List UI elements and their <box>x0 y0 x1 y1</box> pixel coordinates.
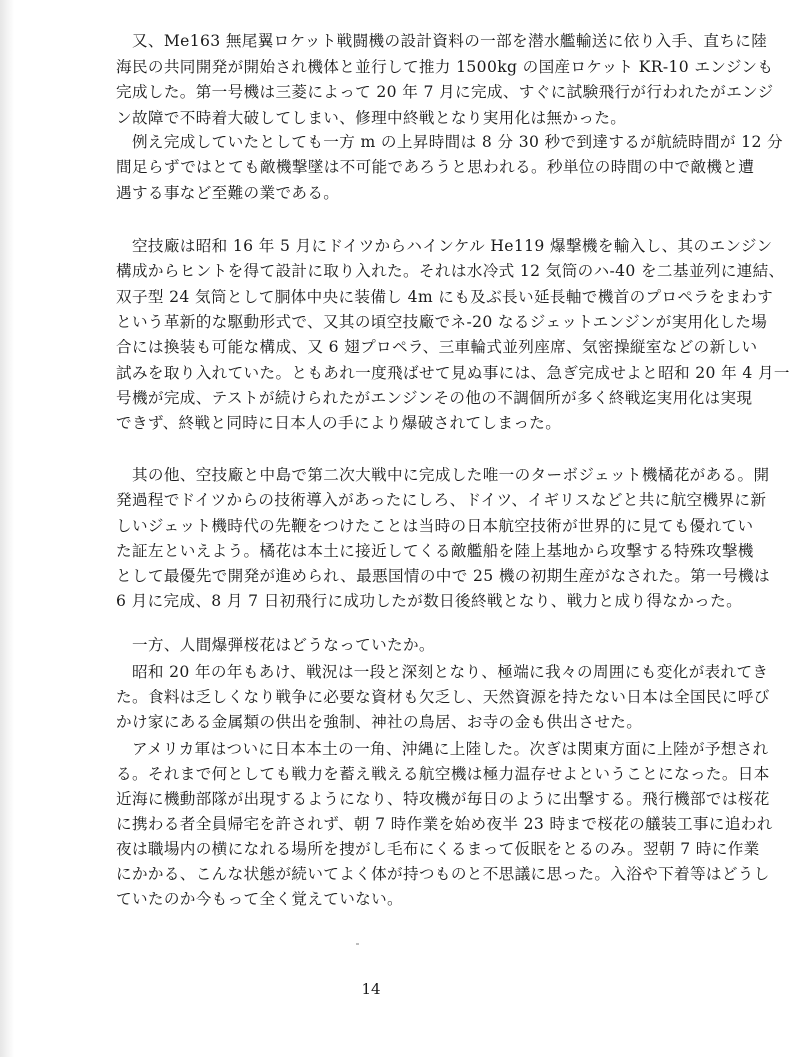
text-line: 空技廠は昭和 16 年 5 月にドイツからハインケル He119 爆撃機を輸入し、其のエンジン <box>116 237 773 255</box>
text-line: た証左といえよう。橘花は本土に接近してくる敵艦船を陸上基地から攻撃する特殊攻撃機 <box>116 542 754 560</box>
text-line: 構成からヒントを得て設計に取り入れた。それは水冷式 12 気筒のハ-40 を二基並列に連結、 <box>116 262 785 280</box>
text-line: できず、終戦と同時に日本人の手により爆破されてしまった。 <box>116 414 562 432</box>
text-line: 間足らずではとても敵機撃墜は不可能であろうと思われる。秒単位の時間の中で敵機と遭 <box>116 158 755 176</box>
text-line: た。食料は乏しくなり戦争に必要な資材も欠乏し、天然資源を持たない日本は全国民に呼び <box>116 688 770 706</box>
text-line: に携わる者全員帰宅を許されず、朝 7 時作業を始め夜半 23 時まで桜花の艤装工事に追われ <box>116 815 773 833</box>
text-line: 夜は職場内の横になれる場所を捜がし毛布にくるまって仮眠をとるのみ。翌朝 7 時に作業 <box>116 840 760 858</box>
text-line: 遇する事など至難の業である。 <box>116 184 340 202</box>
text-line: 6 月に完成、8 月 7 日初飛行に成功したが数日後終戦となり、戦力と成り得なかった。 <box>116 592 743 610</box>
text-line: という革新的な駆動形式で、又其の頃空技廠でネ-20 なるジェットエンジンが実用化した場 <box>116 313 768 331</box>
text-line: 完成した。第一号機は三菱によって 20 年 7 月に完成、すぐに試験飛行が行われたがエンジ <box>116 83 774 101</box>
text-line: 海民の共同開発が開始され機体と並行して推力 1500kg の国産ロケット KR-10 エンジンも <box>116 58 774 76</box>
text-line: 号機が完成、テストが続けられたがエンジンその他の不調個所が多く終戦迄実用化は実現 <box>116 389 753 407</box>
text-line: 例え完成していたとしても一方 m の上昇時間は 8 分 30 秒で到達するが航続時間が 12 分 <box>116 133 783 151</box>
page-number: 14 <box>361 980 381 998</box>
text-line: として最優先で開発が進められ、最悪国情の中で 25 機の初期生産がなされた。第一号機は <box>116 567 770 585</box>
text-line: かけ家にある金属類の供出を強制、神社の鳥居、お寺の金も供出させた。 <box>116 713 643 731</box>
text-line: 昭和 20 年の年もあけ、戦況は一段と深刻となり、極端に我々の周囲にも変化が表れてき <box>116 663 769 681</box>
text-line: 双子型 24 気筒として胴体中央に装備し 4m にも及ぶ長い延長軸で機首のプロペラをまわす <box>116 288 774 306</box>
text-line: しいジェット機時代の先鞭をつけたことは当時の日本航空技術が世界的に見ても優れてい <box>116 517 754 535</box>
text-line: 其の他、空技廠と中島で第二次大戦中に完成した唯一のターボジェット機橘花がある。開 <box>116 466 770 484</box>
text-line: る。それまで何としても戦力を蓄え戦える航空機は極力温存せよということになった。日本 <box>116 765 770 783</box>
text-line: 又、Me163 無尾翼ロケット戦闘機の設計資料の一部を潜水艦輸送に依り入手、直ちに陸 <box>116 32 768 50</box>
text-line: 近海に機動部隊が出現するようになり、特攻機が毎日のように出撃する。飛行機部では桜花 <box>116 790 770 808</box>
scan-speck <box>356 943 359 945</box>
text-line: 合には換装も可能な構成、又 6 翅プロペラ、三車輪式並列座席、気密操縦室などの新しい <box>116 338 758 356</box>
text-line: ていたのか今もって全く覚えていない。 <box>116 890 403 908</box>
text-line: アメリカ軍はついに日本本土の一角、沖縄に上陸した。次ぎは関東方面に上陸が予想され <box>116 740 769 758</box>
text-line: 試みを取り入れていた。ともあれ一度飛ばせて見ぬ事には、急ぎ完成せよと昭和 20 年 4 月一 <box>116 364 790 382</box>
text-line: 発過程でドイツからの技術導入があったにしろ、ドイツ、イギリスなどと共に航空機界に新 <box>116 491 767 509</box>
text-line: にかかる、こんな状態が続いてよく体が持つものと不思議に思った。入浴や下着等はどうし <box>116 865 770 883</box>
text-line: ン故障で不時着大破してしまい、修理中終戦となり実用化は無かった。 <box>116 109 627 127</box>
text-line: 一方、人間爆弾桜花はどうなっていたか。 <box>116 636 435 654</box>
scan-edge-shadow <box>0 0 14 1057</box>
